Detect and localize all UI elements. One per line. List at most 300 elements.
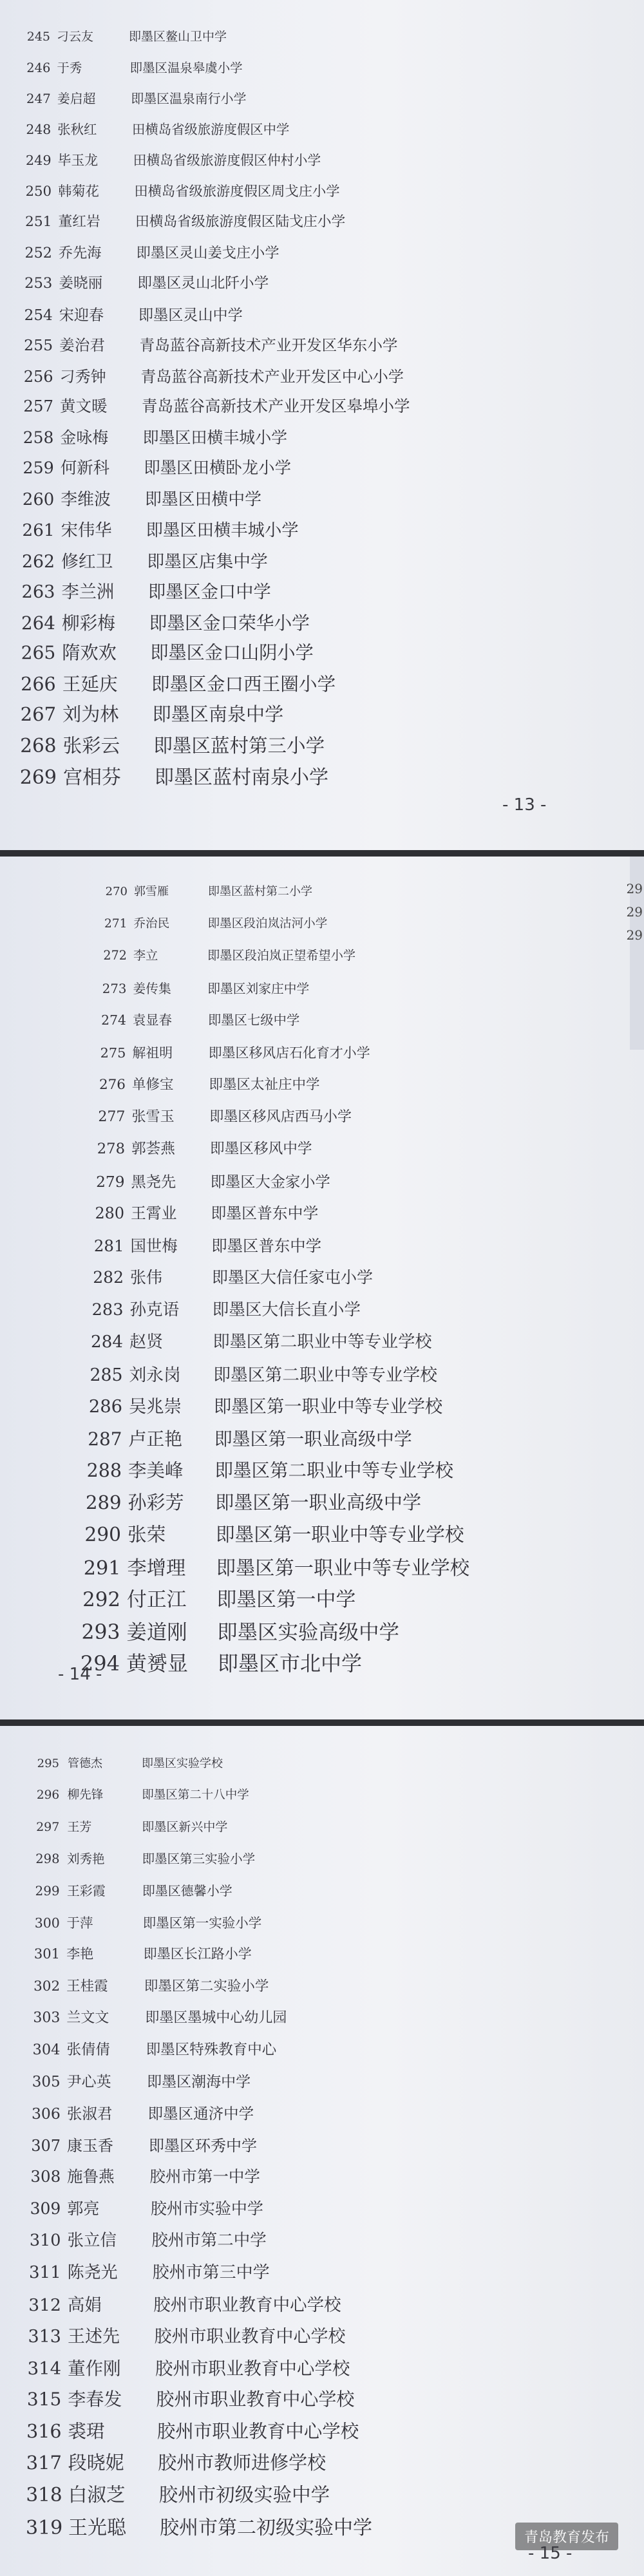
entry-number: 298 <box>35 1852 60 1866</box>
teacher-name: 国世梅 <box>130 1236 178 1255</box>
teacher-name: 高娟 <box>67 2295 102 2315</box>
school-name: 即墨区金口西王圈小学 <box>151 672 336 695</box>
teacher-name: 何新科 <box>60 458 110 477</box>
list-item <box>28 2228 267 2251</box>
school-name: 即墨区实验学校 <box>142 1757 223 1770</box>
list-item <box>80 1616 399 1645</box>
school-name: 即墨区第二职业中等专业学校 <box>214 1460 454 1481</box>
list-item <box>28 2196 263 2219</box>
list-item <box>88 1265 373 1288</box>
list-item <box>93 1074 320 1094</box>
teacher-name: 董作刚 <box>68 2358 121 2379</box>
entry-number: 308 <box>30 2167 61 2186</box>
school-name: 胶州市职业教育中心学校 <box>155 2358 350 2379</box>
entry-number: 300 <box>34 1915 60 1931</box>
list-item <box>26 2385 354 2411</box>
list-item <box>19 364 404 386</box>
teacher-name: 董红岩 <box>58 214 100 230</box>
entry-number: 314 <box>27 2358 62 2379</box>
teacher-name: 张伟 <box>130 1268 163 1287</box>
school-name: 即墨区移风中学 <box>209 1141 312 1157</box>
entry-number: 285 <box>90 1365 123 1385</box>
entry-number: 286 <box>88 1397 122 1417</box>
list-item <box>19 486 261 510</box>
school-name: 即墨区德馨小学 <box>142 1883 232 1899</box>
entry-number: 263 <box>21 582 55 602</box>
teacher-name: 孙彩芳 <box>128 1491 184 1513</box>
entry-number: 256 <box>23 367 53 386</box>
entry-number: 289 <box>85 1491 122 1513</box>
teacher-name: 张倩倩 <box>66 2041 111 2058</box>
teacher-name: 管德杰 <box>68 1757 102 1770</box>
entry-number: 311 <box>29 2263 61 2282</box>
entry-number: 261 <box>22 521 55 540</box>
list-item <box>27 2354 350 2380</box>
entry-number: 301 <box>33 1946 60 1962</box>
teacher-name: 隋欢欢 <box>62 642 117 663</box>
teacher-name: 裘珺 <box>68 2421 105 2442</box>
list-item <box>30 1849 255 1867</box>
school-name: 即墨区第一职业中等专业学校 <box>216 1557 470 1580</box>
list-item <box>19 119 290 138</box>
page-number: - 15 - <box>528 2544 573 2563</box>
entry-number: 282 <box>93 1268 124 1287</box>
list-item <box>26 2417 359 2443</box>
list-item <box>28 2259 270 2283</box>
teacher-name: 黑尧先 <box>131 1173 176 1191</box>
teacher-name: 张荣 <box>127 1523 166 1546</box>
school-name: 即墨区新兴中学 <box>142 1820 228 1834</box>
entry-number: 249 <box>25 153 52 168</box>
school-name: 胶州市职业教育中心学校 <box>156 2389 355 2410</box>
school-name: 胶州市职业教育中心学校 <box>153 2295 341 2315</box>
entry-number: 313 <box>28 2327 61 2347</box>
list-item <box>87 1329 432 1352</box>
school-name: 胶州市第一中学 <box>149 2167 260 2186</box>
teacher-name: 李美峰 <box>128 1460 184 1481</box>
teacher-name: 宋迎春 <box>59 307 104 324</box>
entry-number: 264 <box>21 612 55 634</box>
school-name: 即墨区金口山阴小学 <box>150 642 314 663</box>
list-item <box>26 2480 330 2507</box>
list-item <box>18 639 313 665</box>
list-item <box>95 978 310 997</box>
school-name: 即墨区第一职业中等专业学校 <box>213 1397 443 1417</box>
school-name: 即墨区第一职业中等专业学校 <box>215 1523 464 1546</box>
entry-number: 312 <box>28 2295 61 2315</box>
school-name: 即墨区灵山中学 <box>138 307 243 324</box>
teacher-name: 柳彩梅 <box>61 612 115 634</box>
list-item <box>19 425 287 448</box>
list-item <box>18 761 328 790</box>
page-number: - 14 - <box>58 1665 102 1684</box>
document-page-1 <box>0 0 644 850</box>
school-name: 即墨区第二实验小学 <box>144 1978 269 1994</box>
adjacent-page-number: 29 <box>626 881 643 896</box>
school-name: 即墨区第一实验小学 <box>142 1915 262 1931</box>
teacher-name: 毕玉龙 <box>57 153 99 168</box>
list-item <box>19 578 271 603</box>
list-item <box>30 1817 227 1835</box>
list-item <box>29 2070 251 2091</box>
list-item <box>19 272 269 292</box>
school-name: 胶州市第二初级实验中学 <box>160 2517 372 2539</box>
school-name: 田横岛省级旅游度假区中学 <box>132 121 290 137</box>
teacher-name: 赵贤 <box>129 1332 164 1352</box>
school-name: 田横岛省级旅游度假区仲村小学 <box>133 153 321 168</box>
teacher-name: 郭荟燕 <box>131 1141 175 1157</box>
teacher-name: 黄文暖 <box>60 397 108 415</box>
entry-number: 292 <box>82 1588 120 1611</box>
teacher-name: 李艳 <box>66 1946 94 1962</box>
teacher-name: 郭亮 <box>67 2199 100 2218</box>
teacher-name: 白淑芝 <box>68 2484 126 2506</box>
list-item <box>88 1297 361 1320</box>
school-name: 即墨区灵山姜戈庄小学 <box>136 244 279 261</box>
list-item <box>18 670 336 696</box>
teacher-name: 修红卫 <box>61 551 113 572</box>
list-item <box>31 1786 249 1803</box>
entry-number: 271 <box>104 916 128 931</box>
entry-number: 315 <box>26 2389 62 2410</box>
document-page-3 <box>0 1726 644 2576</box>
list-item <box>90 1170 330 1191</box>
school-name: 即墨区灵山北阡小学 <box>137 275 269 292</box>
teacher-name: 康玉香 <box>67 2137 113 2155</box>
school-name: 即墨区移风店石化育才小学 <box>208 1045 370 1061</box>
school-name: 即墨区环秀中学 <box>149 2137 257 2155</box>
teacher-name: 王述先 <box>68 2327 120 2347</box>
teacher-name: 张淑君 <box>66 2105 113 2123</box>
entry-number: 255 <box>24 336 53 354</box>
entry-number: 303 <box>33 2010 61 2026</box>
adjacent-page-number: 29 <box>626 927 643 943</box>
entry-number: 279 <box>96 1173 125 1191</box>
list-item <box>93 1042 370 1061</box>
list-item <box>19 27 227 44</box>
school-name: 即墨区店集中学 <box>147 551 268 572</box>
list-item <box>94 1010 300 1028</box>
school-name: 即墨区大信任家屯小学 <box>212 1268 374 1287</box>
list-item <box>19 516 299 541</box>
list-item <box>96 914 327 931</box>
entry-number: 262 <box>21 551 55 572</box>
teacher-name: 于萍 <box>66 1915 93 1931</box>
list-item <box>82 1552 469 1580</box>
entry-number: 274 <box>101 1012 126 1028</box>
adjacent-page-edge <box>626 857 644 1050</box>
list-item <box>80 1647 362 1677</box>
school-name: 即墨区南泉中学 <box>152 703 284 725</box>
teacher-name: 尹心英 <box>66 2074 111 2090</box>
list-item <box>18 700 283 726</box>
list-item <box>29 2007 287 2027</box>
entry-number: 293 <box>81 1620 120 1644</box>
entry-number: 275 <box>100 1045 126 1061</box>
school-name: 即墨区通济中学 <box>147 2105 254 2123</box>
school-name: 即墨区温泉皋虞小学 <box>129 60 243 75</box>
teacher-name: 单修宝 <box>132 1077 174 1093</box>
teacher-name: 黄赟显 <box>126 1651 189 1676</box>
teacher-name: 施鲁燕 <box>67 2167 115 2186</box>
school-name: 即墨区特殊教育中心 <box>146 2041 277 2058</box>
teacher-name: 姜启超 <box>57 91 96 106</box>
list-item <box>85 1425 412 1450</box>
teacher-name: 姜治君 <box>59 336 105 354</box>
school-name: 即墨区第二职业中等专业学校 <box>213 1332 432 1352</box>
entry-number: 307 <box>31 2137 61 2155</box>
entry-number: 278 <box>97 1141 125 1157</box>
entry-number: 247 <box>26 91 51 106</box>
entry-number: 290 <box>84 1523 121 1546</box>
school-name: 即墨区七级中学 <box>207 1012 300 1028</box>
entry-number: 254 <box>24 307 53 324</box>
entry-number: 248 <box>26 121 52 137</box>
entry-number: 297 <box>36 1820 60 1834</box>
entry-number: 266 <box>21 672 56 695</box>
teacher-name: 吴兆崇 <box>128 1397 182 1417</box>
entry-number: 270 <box>105 885 128 898</box>
teacher-name: 乔治民 <box>133 916 170 931</box>
entry-number: 258 <box>23 428 54 447</box>
entry-number: 267 <box>20 703 57 725</box>
list-item <box>30 1975 269 1995</box>
school-name: 胶州市职业教育中心学校 <box>154 2327 346 2347</box>
list-item <box>28 2101 254 2123</box>
entry-number: 257 <box>23 397 53 415</box>
teacher-name: 柳先锋 <box>67 1788 104 1802</box>
teacher-name: 张秋红 <box>57 121 97 137</box>
entry-number: 245 <box>26 30 50 44</box>
entry-number: 287 <box>88 1428 122 1450</box>
school-name: 胶州市第三中学 <box>152 2263 270 2282</box>
list-item <box>86 1392 443 1417</box>
school-name: 胶州市教师进修学校 <box>158 2452 327 2474</box>
teacher-name: 李维波 <box>61 489 111 509</box>
entry-number: 284 <box>91 1332 123 1352</box>
list-item <box>19 455 291 478</box>
school-name: 即墨区移风店西马小学 <box>209 1108 352 1125</box>
list-item <box>95 946 355 963</box>
school-name: 即墨区田横丰城小学 <box>142 428 288 447</box>
list-item <box>30 1880 232 1899</box>
teacher-name: 刘秀艳 <box>67 1852 105 1866</box>
entry-number: 302 <box>33 1978 61 1994</box>
teacher-name: 段晓妮 <box>68 2452 124 2474</box>
list-item <box>84 1456 454 1482</box>
entry-number: 295 <box>37 1757 59 1770</box>
school-name: 即墨区刘家庄中学 <box>207 981 310 996</box>
list-item <box>18 731 325 758</box>
entry-number: 268 <box>20 734 57 757</box>
teacher-name: 乔先海 <box>58 244 102 261</box>
teacher-name: 刘永岗 <box>129 1365 181 1385</box>
list-item <box>89 1233 321 1256</box>
entry-number: 265 <box>21 642 56 663</box>
teacher-name: 姜晓丽 <box>59 275 103 292</box>
list-item <box>30 1912 261 1931</box>
school-name: 即墨区第三实验小学 <box>142 1852 256 1866</box>
entry-number: 288 <box>86 1460 122 1481</box>
list-item <box>97 882 312 899</box>
list-item <box>86 1361 437 1386</box>
list-item <box>28 2164 260 2187</box>
entry-number: 318 <box>26 2484 62 2506</box>
list-item <box>19 211 346 231</box>
school-name: 即墨区市北中学 <box>218 1651 363 1676</box>
list-item <box>19 394 410 417</box>
entry-number: 316 <box>26 2421 62 2442</box>
teacher-name: 于秀 <box>57 60 82 75</box>
teacher-name: 张雪玉 <box>131 1108 175 1125</box>
teacher-name: 付正江 <box>126 1588 187 1611</box>
school-name: 即墨区田横卧龙小学 <box>144 458 291 477</box>
school-name: 即墨区潮海中学 <box>147 2074 251 2090</box>
entry-number: 309 <box>30 2199 61 2218</box>
teacher-name: 宫相芬 <box>63 766 121 789</box>
list-item <box>27 2322 346 2347</box>
list-item <box>30 1944 252 1963</box>
school-name: 胶州市第二中学 <box>151 2231 267 2250</box>
teacher-name: 王桂霞 <box>66 1978 108 1994</box>
school-name: 即墨区长江路小学 <box>143 1946 252 1962</box>
list-item <box>19 180 340 200</box>
school-name: 即墨区大信长直小学 <box>212 1300 361 1320</box>
school-name: 即墨区金口荣华小学 <box>149 612 310 634</box>
entry-number: 272 <box>103 948 127 963</box>
school-name: 即墨区第二职业中等专业学校 <box>213 1365 438 1385</box>
entry-number: 276 <box>99 1077 126 1093</box>
school-name: 即墨区墨城中心幼儿园 <box>145 2010 287 2026</box>
entry-number: 260 <box>22 489 55 509</box>
teacher-name: 刁秀钟 <box>59 367 106 386</box>
entry-number: 283 <box>91 1300 124 1320</box>
school-name: 即墨区蓝村南泉小学 <box>155 766 328 789</box>
school-name: 即墨区第二十八中学 <box>142 1788 249 1802</box>
entry-number: 319 <box>26 2517 63 2539</box>
list-item <box>19 242 279 262</box>
school-name: 胶州市初级实验中学 <box>158 2484 330 2506</box>
teacher-name: 孙克语 <box>129 1300 180 1320</box>
adjacent-page-number: 29 <box>626 904 643 920</box>
list-item <box>82 1520 464 1547</box>
list-item <box>90 1201 318 1223</box>
school-name: 即墨区普东中学 <box>211 1204 319 1222</box>
school-name: 即墨区大金家小学 <box>210 1173 330 1191</box>
list-item <box>19 333 397 355</box>
school-name: 即墨区田横中学 <box>145 489 262 509</box>
teacher-name: 郭雪雁 <box>134 885 169 898</box>
teacher-name: 王延庆 <box>62 672 118 695</box>
entry-number: 269 <box>19 766 57 789</box>
list-item <box>19 149 321 169</box>
teacher-name: 王芳 <box>67 1820 92 1834</box>
entry-number: 253 <box>24 275 53 292</box>
teacher-name: 陈尧光 <box>67 2263 118 2282</box>
list-item <box>18 609 309 634</box>
teacher-name: 刁云友 <box>57 30 94 44</box>
school-name: 即墨区田横丰城小学 <box>146 521 299 540</box>
list-item <box>31 1754 223 1771</box>
school-name: 即墨区第一中学 <box>216 1588 356 1611</box>
entry-number: 277 <box>98 1108 126 1125</box>
entry-number: 304 <box>32 2041 61 2058</box>
school-name: 即墨区蓝村第二小学 <box>208 885 312 898</box>
teacher-name: 兰文文 <box>66 2010 109 2026</box>
teacher-name: 李立 <box>133 948 158 963</box>
school-name: 即墨区第一职业高级中学 <box>215 1491 422 1513</box>
teacher-name: 姜传集 <box>133 981 171 996</box>
teacher-name: 卢正艳 <box>128 1428 183 1450</box>
teacher-name: 金咏梅 <box>60 428 109 447</box>
teacher-name: 王光聪 <box>68 2517 126 2539</box>
entry-number: 317 <box>26 2452 62 2474</box>
list-item <box>91 1137 312 1158</box>
teacher-name: 王霄业 <box>130 1204 177 1222</box>
entry-number: 250 <box>25 183 52 200</box>
teacher-name: 刘为林 <box>62 703 119 725</box>
school-name: 青岛蓝谷高新技术产业开发区皋埠小学 <box>142 397 410 415</box>
list-item <box>27 2291 341 2316</box>
school-name: 即墨区温泉南行小学 <box>131 91 247 106</box>
page-gap <box>0 1719 644 1726</box>
entry-number: 305 <box>32 2074 61 2090</box>
teacher-name: 王彩霞 <box>66 1883 106 1899</box>
school-name: 即墨区金口中学 <box>148 582 271 602</box>
school-name: 即墨区太祉庄中学 <box>209 1077 320 1093</box>
teacher-name: 宋伟华 <box>61 521 112 540</box>
list-item <box>28 2133 257 2155</box>
list-item <box>83 1488 421 1515</box>
entry-number: 291 <box>83 1557 121 1580</box>
teacher-name: 韩菊花 <box>58 183 99 200</box>
school-name: 青岛蓝谷高新技术产业开发区华东小学 <box>139 336 398 354</box>
entry-number: 246 <box>26 60 51 75</box>
teacher-name: 李兰洲 <box>61 582 115 602</box>
page-gap <box>0 850 644 857</box>
entry-number: 280 <box>95 1204 124 1222</box>
entry-number: 306 <box>31 2105 61 2123</box>
school-name: 胶州市实验中学 <box>150 2199 263 2218</box>
list-item <box>19 547 268 573</box>
school-name: 即墨区蓝村第三小学 <box>153 734 325 757</box>
teacher-name: 张立信 <box>67 2231 117 2250</box>
school-name: 即墨区段泊岚沽河小学 <box>207 916 328 931</box>
teacher-name: 姜道刚 <box>126 1620 187 1644</box>
teacher-name: 解祖明 <box>132 1045 173 1061</box>
list-item <box>26 2512 372 2540</box>
entry-number: 252 <box>24 244 52 261</box>
list-item <box>19 58 243 76</box>
entry-number: 299 <box>35 1883 60 1899</box>
document-page-2 <box>0 857 644 1719</box>
school-name: 田横岛省级旅游度假区周戈庄小学 <box>134 183 340 200</box>
school-name: 胶州市职业教育中心学校 <box>156 2421 359 2442</box>
teacher-name: 袁显春 <box>132 1012 172 1028</box>
list-item <box>29 2038 276 2059</box>
teacher-name: 李增理 <box>127 1557 186 1580</box>
watermark-badge: 青岛教育发布 <box>515 2523 618 2550</box>
school-name: 即墨区普东中学 <box>211 1236 322 1255</box>
school-name: 即墨区段泊岚正望希望小学 <box>207 948 356 963</box>
entry-number: 281 <box>93 1236 124 1255</box>
school-name: 即墨区实验高级中学 <box>217 1620 399 1644</box>
school-name: 即墨区鳌山卫中学 <box>129 30 227 44</box>
school-name: 即墨区第一职业高级中学 <box>214 1428 412 1450</box>
entry-number: 273 <box>102 981 127 996</box>
list-item <box>19 88 247 107</box>
teacher-name: 李春发 <box>68 2389 122 2410</box>
